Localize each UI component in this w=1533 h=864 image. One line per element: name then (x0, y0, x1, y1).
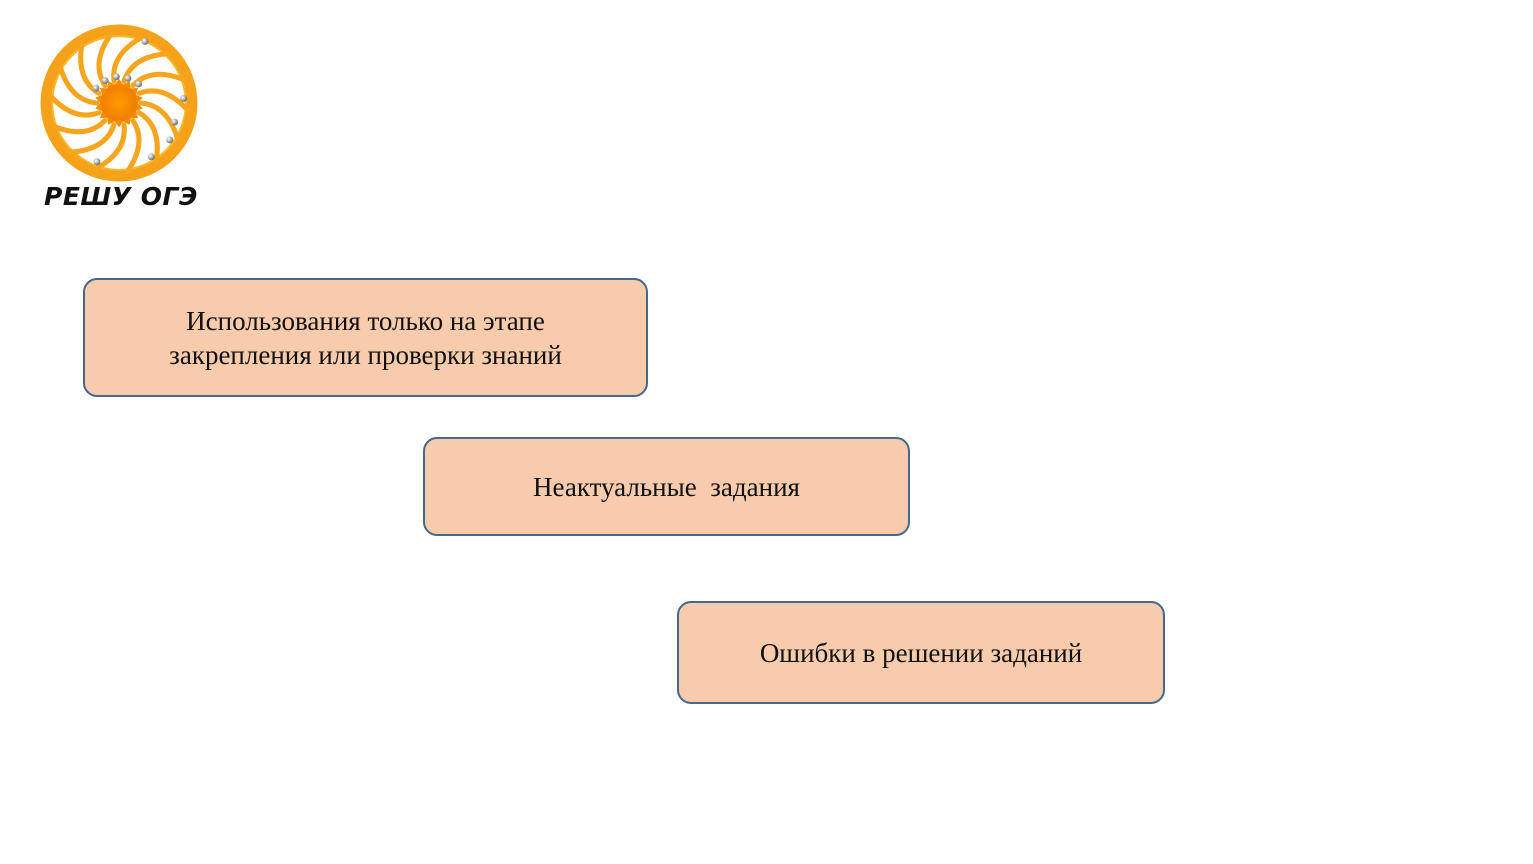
box-solution-errors (677, 601, 1165, 704)
logo-spoke (128, 120, 139, 171)
box-irrelevant-tasks (423, 437, 910, 536)
logo-bead (142, 38, 149, 45)
box-usage-stage-line-2: закрепления или проверки знаний (169, 339, 562, 370)
box-solution-errors-label: Ошибки в решении заданий (759, 637, 1083, 668)
box-usage-stage (83, 278, 648, 397)
logo-spoke (139, 91, 187, 110)
box-irrelevant-tasks-label: Неактуальные задания (533, 471, 800, 502)
logo-bead (171, 119, 178, 126)
sun-wheel-icon (38, 22, 200, 184)
logo-bead (94, 158, 101, 165)
logo-spoke (139, 113, 157, 161)
logo-spoke (54, 120, 105, 131)
logo (36, 22, 202, 218)
logo-spoke (50, 96, 98, 115)
logo-bead (102, 77, 109, 84)
logo-bead (93, 85, 100, 92)
logo-bead (135, 81, 142, 88)
logo-bead (148, 153, 155, 160)
logo-bead (180, 95, 187, 102)
logo-bead (166, 137, 173, 144)
box-usage-stage-line-1: Использования только на этапе (186, 305, 545, 336)
logo-bead (125, 75, 132, 82)
logo-text: РЕШУ ОГЭ (44, 182, 198, 211)
logo-bead (113, 73, 120, 80)
